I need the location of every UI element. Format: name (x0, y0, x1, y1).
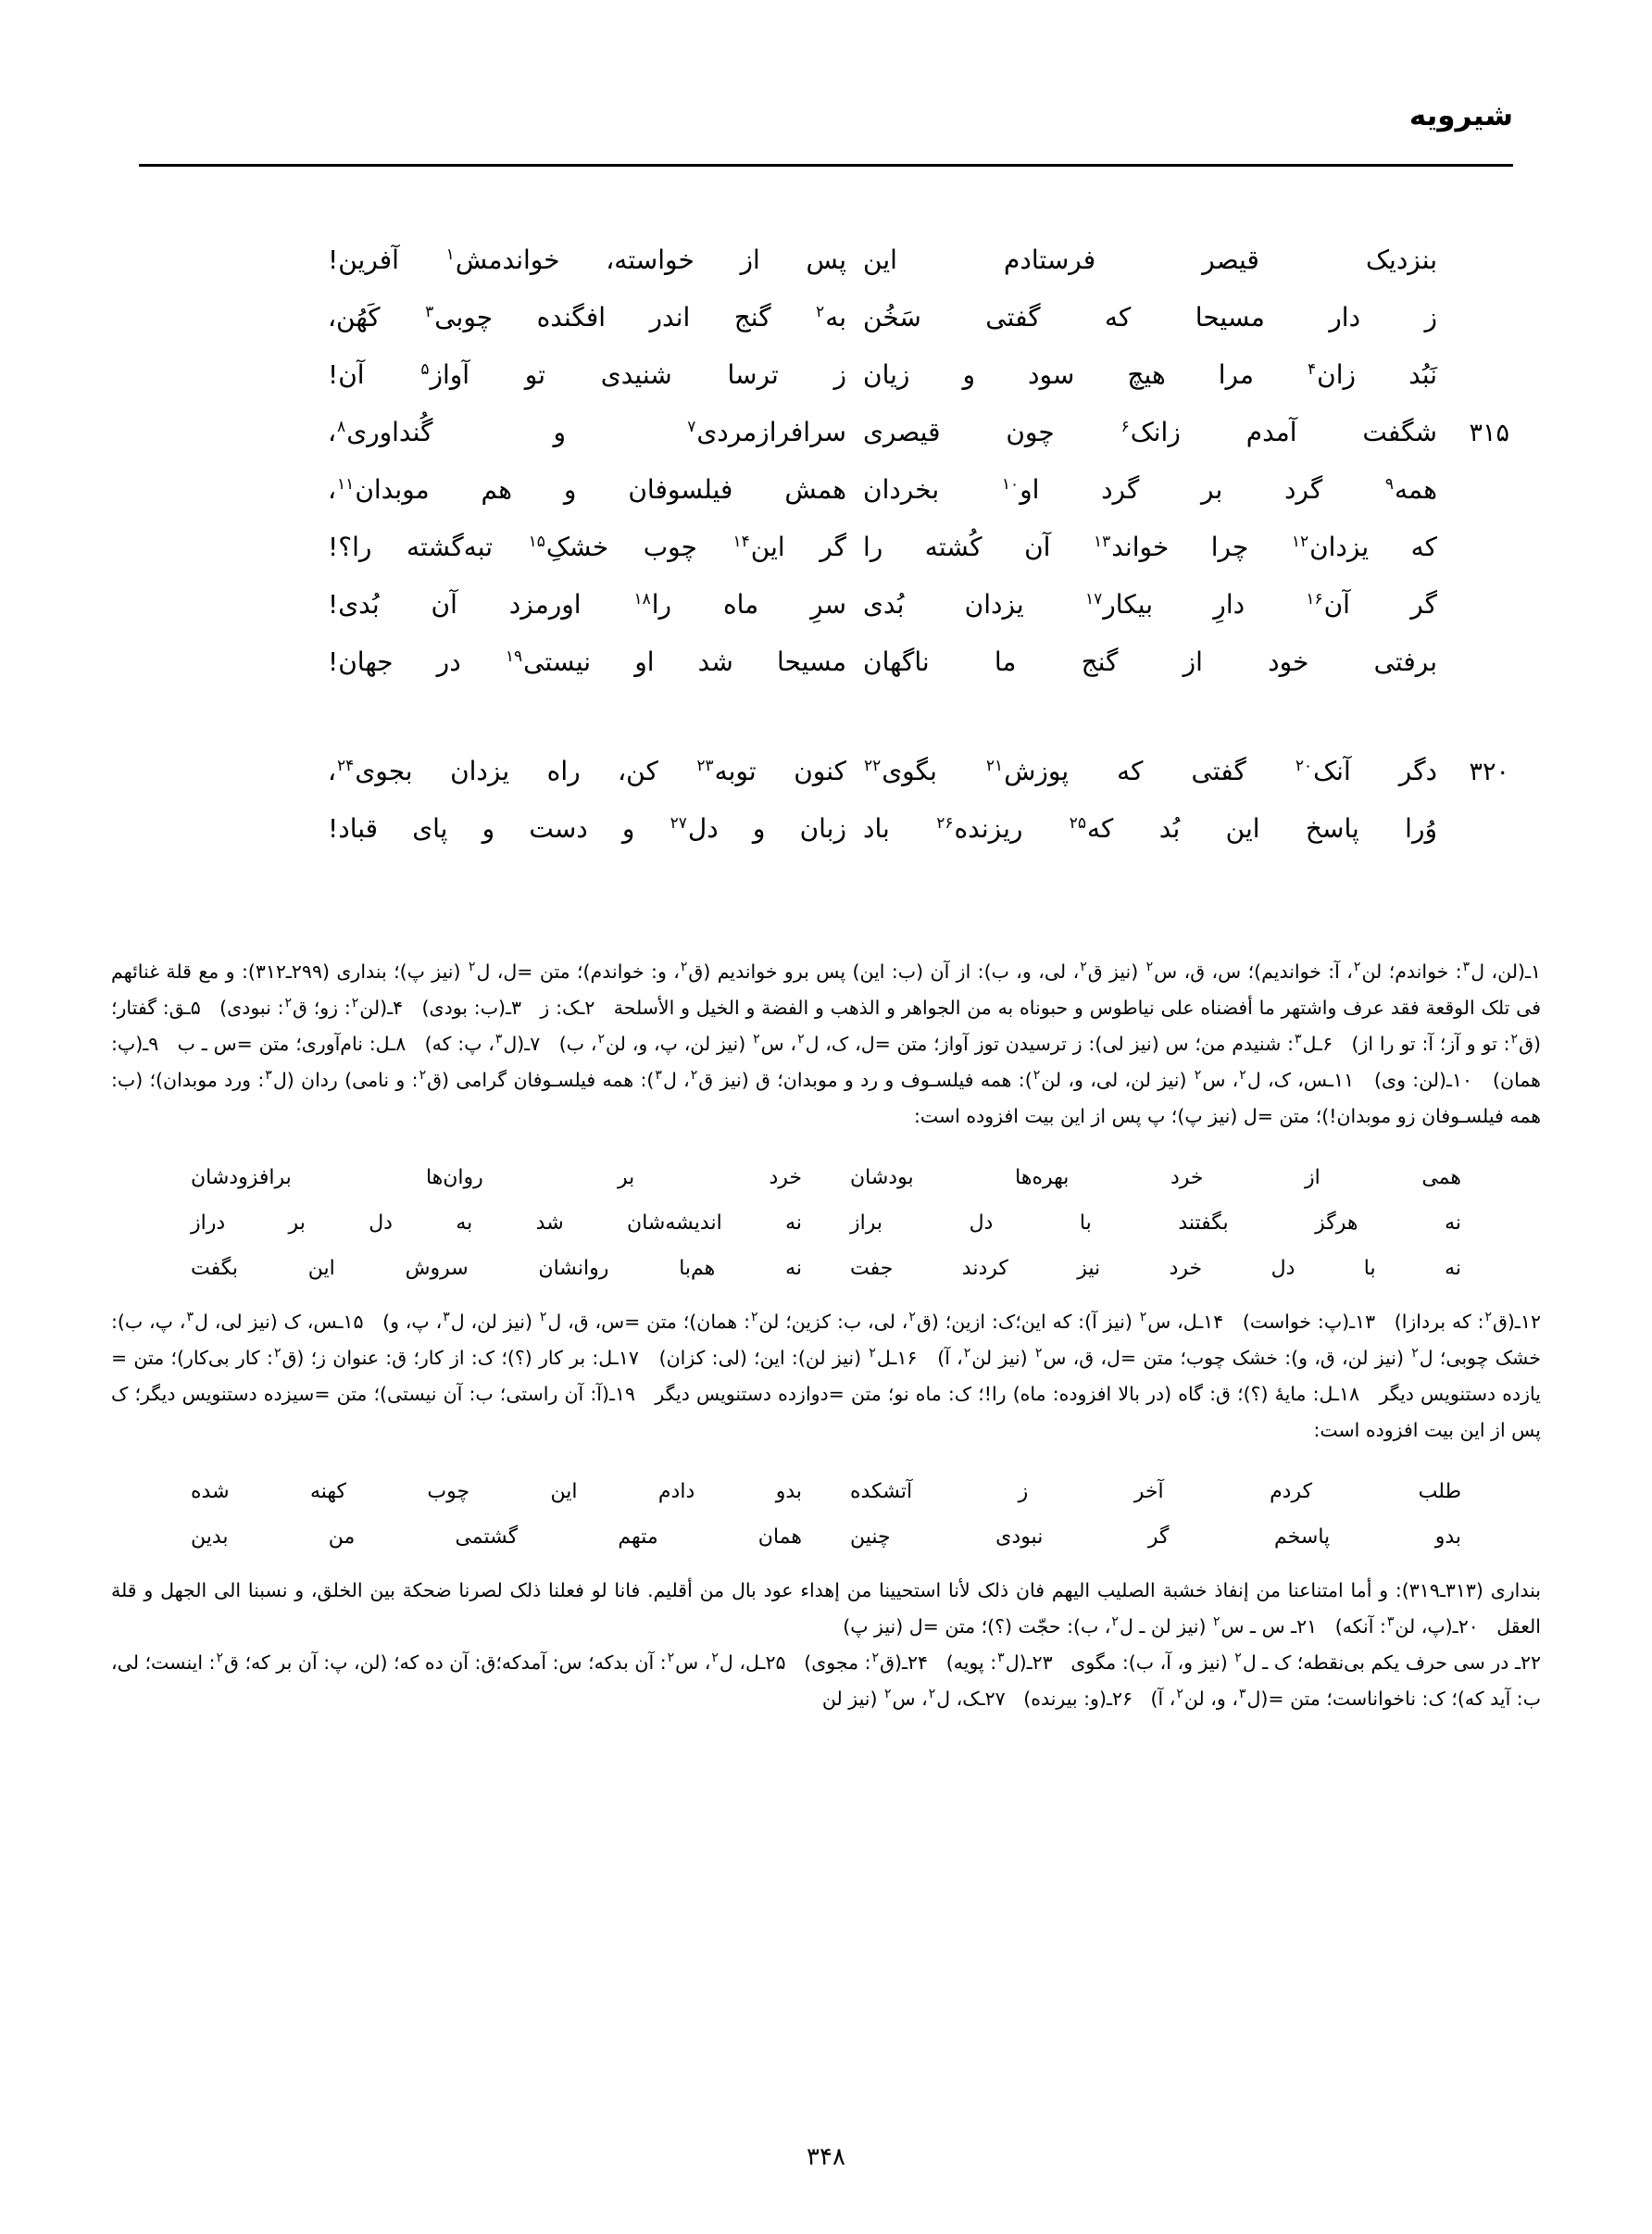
inserted-verse-line (167, 1200, 1485, 1246)
hemistich-left: زبان و دل$^{۲۷}$ و دست و پای قباد! (328, 813, 846, 844)
apparatus-block-4: ۲۲ـ در سی حرف یکم بی‌نقطه؛ ک ـ ل$^۲$ (نیز و، آ، ب): مگوی ۲۳ـ(ل$^۳$: پویه) ۲۴ـ(ق$^۲$: مجوی) ۲۵ـل، ل$^۲$، س$^۲$: آن بدکه؛ س: آمدکه؛ق: آن ده که؛ (لن، پ: آن بر که؛ ق$^۲$: اینست؛ لی، ب: آید که)؛ ک: ناخواناست؛ متن =(ل$^۳$، و، لن$^۲$، آ) ۲۶ـ(و: بیرنده) ۲۷ـک، ل$^۲$، س$^۲$ (نیز لن (111, 1650, 1541, 1710)
verse-line (139, 634, 1513, 691)
hemistich-right: همه$^۹$ گرد بر گرد او$^{۱۰}$ بخردان (863, 474, 1438, 505)
hemistich-right: همی از خرد بهره‌ها بودشان (850, 1166, 1461, 1189)
page-title: شیرویه (1408, 99, 1513, 132)
hemistich-left: همش فیلسوفان و هم موبدان$^{۱۱}$، (328, 474, 846, 505)
hemistich-right: گر آن$^{۱۶}$ دارِ بیکار$^{۱۷}$ یزدان بُدی (863, 589, 1437, 620)
verse-line (139, 232, 1513, 289)
verse-line (139, 404, 1513, 461)
hemistich-left: کنون توبه$^{۲۳}$ کن، راه یزدان بجوی$^{۲۴}$، (328, 756, 846, 786)
apparatus-block-1: ۱ـ(لن، ل$^۳$: خواندم؛ لن$^۲$، آ: خواندیم)؛ س، ق، س$^۲$ (نیز ق$^۲$، لی، و، ب): از آن (ب: این) پس برو خواندیم (ق$^۲$، و: خواندم)؛ متن =ل، ل$^۲$ (نیز پ)؛ بنداری (۲۹۹ـ۳۱۲): و مع قلة غنائهم فی تلک الوقعة فقد عرف واشتهر ما أفضناه علی نیاطوس و حبوناه به من الجواهر و الذهب و الفضة و الخیل و الأسلحة ۲ـک: ز ۳ـ(ب: بودی) ۴ـ(لن$^۲$: زو؛ ق$^۲$: نبودی) ۵ـق: گفتار؛ (ق$^۲$: تو و آز؛ آ: تو را از) ۶ـل$^۳$: شنیدم من؛ س (نیز لی): ز ترسیدن توز آواز؛ متن =ل، ک، ل$^۲$، س$^۲$ (نیز لن، پ، و، لن$^۲$، ب) ۷ـ(ل$^۳$، پ: که) ۸ـل: نام‌آوری؛ متن =س ـ ب ۹ـ(پ: همان) ۱۰ـ(لن: وی) ۱۱ـس، ک، ل$^۲$، س$^۲$ (نیز لن، لی، و، لن$^۲$): همه فیلسـوف و رد و موبدان؛ ق (نیز ق$^۲$، ل$^۳$): همه فیلسـوفان گرامی (ق$^۲$: و نامی) ردان (ل$^۳$: ورد موبدان)؛ (ب: همه فیلسـوفان زو موبدان!)؛ متن =ل (نیز پ)؛ پ پس از این بیت افزوده است: (111, 960, 1541, 1127)
hemistich-right: دگر آنک$^{۲۰}$ گفتی که پوزش$^{۲۱}$ بگوی$^{۲۲}$ (864, 756, 1437, 786)
hemistich-left: همان متهم گشتمی من بدین (191, 1525, 802, 1549)
running-head (139, 99, 1513, 167)
hemistich-left: مسیحا شد او نیستی$^{۱۹}$ در جهان! (328, 646, 846, 677)
hemistich-right: نه هرگز بگفتند با دل براز (850, 1211, 1461, 1235)
verse-line (139, 576, 1513, 634)
hemistich-left: نه اندیشه‌شان شد به دل بر دراز (191, 1211, 802, 1235)
apparatus-block-3: بنداری (۳۱۳ـ۳۱۹): و أما امتناعنا من إنفاذ خشبة الصلیب الیهم فان ذلک لأنا استحیینا من إهداء عود بال من أقلیم. فانا لو فعلنا ذلک لصرنا ضحکة بین الخلق، و نسبنا الی الجهل و قلة العقل ۲۰ـ(پ، لن$^۳$: آنکه) ۲۱ـ س ـ س$^۲$ (نیز لن ـ ل$^۲$، ب): حجّت (؟)؛ متن =ل (نیز پ) (111, 1579, 1541, 1638)
verse-line (139, 800, 1513, 858)
hemistich-left: سرِ ماه را$^{۱۸}$ اورمزد آن بُدی! (328, 589, 846, 620)
hemistich-left: سرافرازمردی$^۷$ و گُنداوری$^۸$، (328, 417, 846, 447)
verse-line (139, 346, 1513, 404)
hemistich-left: پس از خواسته، خواندمش$^۱$ آفرین! (328, 245, 846, 275)
hemistich-right: بنزدیک قیصر فرستادم این (863, 245, 1437, 275)
inserted-verse-line (167, 1155, 1485, 1200)
verse-body (139, 232, 1513, 858)
hemistich-left: ز ترسا شنیدی تو آواز$^۵$ آن! (328, 359, 846, 390)
hemistich-right: شگفت آمدم زانک$^۶$ چون قیصری (863, 417, 1437, 447)
hemistich-right: نه با دل خرد نیز کردند جفت (850, 1257, 1461, 1280)
hemistich-right: وُرا پاسخ این بُد که$^{۲۵}$ ریزنده$^{۲۶}$ باد (863, 813, 1437, 844)
inserted-verse-line (167, 1469, 1485, 1514)
stanza-2 (139, 743, 1513, 858)
hemistich-left: گر این$^{۱۴}$ چوب خشکِ$^{۱۵}$ تبه‌گشته را؟! (328, 532, 846, 562)
inserted-verse-line (167, 1514, 1485, 1560)
hemistich-left: به$^۲$ گنج اندر افگنده چوبی$^۳$ کَهُن، (328, 302, 846, 333)
hemistich-right: نَبُد زان$^۴$ مرا هیچ سود و زیان (863, 359, 1438, 390)
hemistich-right: که یزدان$^{۱۲}$ چرا خواند$^{۱۳}$ آن کُشته را (863, 532, 1437, 562)
inserted-couplets-1 (111, 1155, 1541, 1291)
hemistich-right: ز دار مسیحا که گفتی سَخُن (863, 302, 1437, 333)
verse-line (139, 743, 1513, 800)
apparatus-block-2: ۱۲ـ(ق$^۲$: که بردازا) ۱۳ـ(پ: خواست) ۱۴ـل، س$^۲$ (نیز آ): که این؛ک: ازین؛ (ق$^۲$، لی، ب: کزین؛ لن$^۲$: همان)؛ متن =س، ق، ل$^۲$ (نیز لن، ل$^۳$، پ، و) ۱۵ـس، ک (نیز لی، ل$^۳$، پ، ب): خشک چوبی؛ ل$^۲$ (نیز لن، ق، و): خشک چوب؛ متن =ل، ق، س$^۲$ (نیز لن$^۲$، آ) ۱۶ـل$^۲$ (نیز لن): این؛ (لی: کزان) ۱۷ـل: بر کار (؟)؛ ک: از کار؛ ق: عنوان ز؛ (ق$^۲$: کار بی‌کار)؛ متن = یازده دستنویس دیگر ۱۸ـل: مایهٔ (؟)؛ ق: گاه (در بالا افزوده: ماه) را!؛ ک: ماه نو؛ متن =دوازده دستنویس دیگر ۱۹ـ(آ: آن راستی؛ ب: آن نیستی)؛ متن =سیزده دستنویس دیگر؛ ک پس از این بیت افزوده است: (111, 1310, 1541, 1441)
verse-line (139, 519, 1513, 576)
verse-line (139, 289, 1513, 346)
hemistich-right: طلب کردم آخر ز آتشکده (850, 1480, 1461, 1503)
verse-number: ۳۲۰ (1469, 758, 1509, 786)
hemistich-right: برفتی خود از گنج ما ناگهان (863, 646, 1437, 677)
folio-number: ۳۴۸ (807, 2143, 845, 2171)
stanza-1 (139, 232, 1513, 691)
hemistich-right: بدو پاسخم گر نبودی چنین (850, 1525, 1461, 1549)
hemistich-left: خرد بر روان‌ها برافزودشان (191, 1166, 802, 1189)
hemistich-left: بدو دادم این چوب کهنه شده (191, 1480, 802, 1503)
header-divider (139, 164, 1513, 167)
verse-line (139, 461, 1513, 519)
verse-number: ۳۱۵ (1469, 419, 1509, 447)
inserted-couplets-2 (111, 1469, 1541, 1560)
critical-apparatus (111, 954, 1541, 1717)
inserted-verse-line (167, 1246, 1485, 1291)
hemistich-left: نه هم‌با روانشان سروش این بگفت (191, 1257, 802, 1280)
